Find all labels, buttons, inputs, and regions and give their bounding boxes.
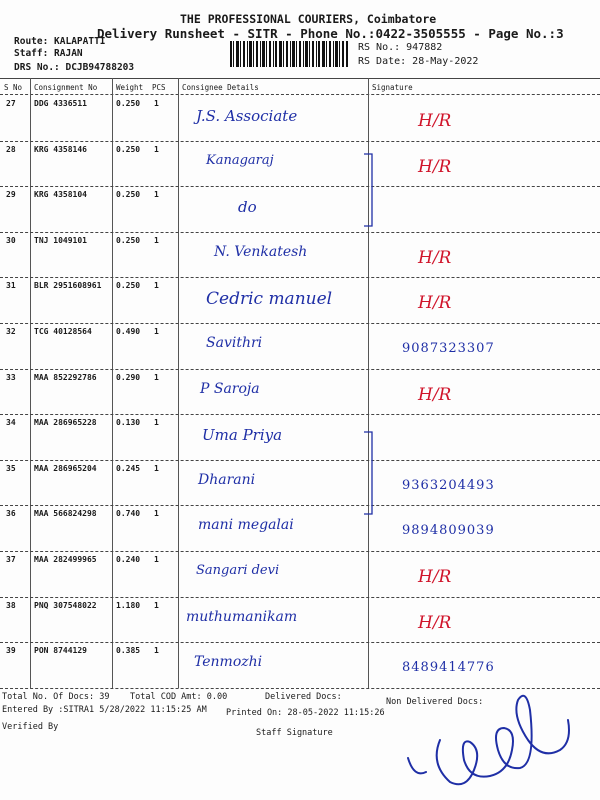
consignee-name: Kanagaraj [206,152,274,168]
entered-by: Entered By :SITRA1 5/28/2022 11:15:25 AM [2,705,207,715]
weight-value: 0.245 [116,463,141,473]
printed-on: Printed On: 28-05-2022 11:15:26 [226,708,385,718]
consignment-number: PON 8744129 [34,646,87,656]
weight-value: 1.180 [116,600,141,610]
consignment-number: DDG 4336511 [34,99,87,108]
signature-phone: 9894809039 [402,523,495,539]
row-divider [0,141,600,142]
delivered-docs: Delivered Docs: [265,692,342,702]
non-delivered-docs: Non Delivered Docs: [386,697,484,707]
serial-number: 32 [6,327,16,336]
col-header-consignment: Consignment No [34,83,98,92]
signature-mark: H/R [418,293,452,314]
pcs-count: 1 [154,646,159,656]
signature-phone: 9363204493 [402,477,495,493]
row-divider [0,460,600,461]
pcs-count: 1 [154,509,159,519]
row-divider [0,505,600,506]
pcs-count: 1 [154,327,159,336]
barcode-image [230,41,348,67]
consignee-name: mani megalai [198,517,294,534]
consignment-number: TNJ 1049101 [34,235,87,245]
pcs-count: 1 [154,235,159,245]
signature-mark: H/R [418,111,452,131]
weight-value: 0.290 [116,372,141,382]
pcs-count: 1 [154,418,159,428]
weight-value: 0.385 [116,646,141,656]
table-header-border [0,94,600,95]
serial-number: 31 [6,281,16,291]
serial-number: 27 [6,99,16,108]
consignment-number: MAA 282499965 [34,555,97,564]
total-cod: Total COD Amt: 0.00 [130,692,228,702]
rs-date: RS Date: 28-May-2022 [358,56,479,67]
serial-number: 37 [6,555,16,564]
weight-value: 0.740 [116,509,141,519]
consignment-number: PNQ 307548022 [34,600,97,610]
staff-signature-image [400,680,580,795]
pcs-count: 1 [154,144,159,154]
runsheet-title: Delivery Runsheet - SITR - Phone No.:0422-3505555 - Page No.:3 [97,26,564,41]
bracket-mark [360,428,380,518]
serial-number: 34 [6,418,16,428]
consignee-name: Uma Priya [202,426,283,445]
consignment-number: MAA 852292786 [34,372,97,382]
pcs-count: 1 [154,463,159,473]
consignee-name: Savithri [206,335,263,351]
consignee-name: Cedric manuel [206,289,333,310]
drs-number: DRS No.: DCJB94788203 [14,62,135,73]
table-top-border [0,78,600,79]
staff-signature-label: Staff Signature [256,728,333,738]
serial-number: 36 [6,509,16,519]
row-divider [0,369,600,370]
pcs-count: 1 [154,600,159,610]
col-header-sno: S No [4,83,23,92]
row-divider [0,323,600,324]
consignee-name: Sangari devi [196,563,280,578]
signature-mark: H/R [418,567,452,587]
bracket-mark [360,150,380,230]
weight-value: 0.130 [116,418,141,428]
route-label: Route: KALAPATTI [14,36,106,47]
pcs-count: 1 [154,281,159,291]
row-divider [0,186,600,187]
serial-number: 29 [6,190,16,200]
rs-number: RS No.: 947882 [358,42,443,53]
consignment-number: KRG 4358104 [34,190,87,200]
pcs-count: 1 [154,555,159,564]
consignee-name: P Saroja [200,380,260,397]
weight-value: 0.490 [116,327,141,336]
signature-phone: 8489414776 [402,660,495,676]
row-divider [0,232,600,233]
serial-number: 30 [6,235,16,245]
pcs-count: 1 [154,99,159,108]
staff-label: Staff: RAJAN [14,48,83,59]
row-divider [0,597,600,598]
signature-mark: H/R [418,384,452,405]
row-divider [0,642,600,643]
serial-number: 33 [6,372,16,382]
serial-number: 39 [6,646,16,656]
weight-value: 0.250 [116,235,141,245]
total-docs: Total No. Of Docs: 39 [2,692,110,702]
signature-mark: H/R [418,247,452,268]
row-divider [0,551,600,552]
consignee-name: Tenmozhi [194,654,263,671]
weight-value: 0.250 [116,144,141,154]
pcs-count: 1 [154,190,159,200]
weight-value: 0.250 [116,99,141,108]
signature-phone: 9087323307 [402,341,495,356]
consignment-number: BLR 2951608961 [34,281,102,291]
consignee-name: J.S. Associate [196,107,298,125]
weight-value: 0.250 [116,190,141,200]
consignment-number: MAA 286965228 [34,418,97,428]
serial-number: 38 [6,600,16,610]
consignee-name: do [238,198,257,217]
consignee-name: muthumanikam [186,608,298,625]
col-header-signature: Signature [372,83,413,92]
col-header-weight: Weight [116,83,144,92]
consignment-number: MAA 566824298 [34,509,97,519]
weight-value: 0.240 [116,555,141,564]
row-divider [0,414,600,415]
consignee-name: N. Venkatesh [214,243,308,260]
row-divider [0,277,600,278]
signature-mark: H/R [418,612,452,633]
serial-number: 28 [6,144,16,154]
verified-by: Verified By [2,722,59,732]
consignment-number: KRG 4358146 [34,144,87,154]
consignment-number: MAA 286965204 [34,463,97,473]
company-name: THE PROFESSIONAL COURIERS, Coimbatore [180,12,437,26]
pcs-count: 1 [154,372,159,382]
consignment-number: TCG 40128564 [34,327,92,336]
col-header-consignee: Consignee Details [182,83,259,92]
serial-number: 35 [6,463,16,473]
consignee-name: Dharani [198,471,256,488]
signature-mark: H/R [418,156,452,177]
col-header-pcs: PCS [152,83,166,92]
weight-value: 0.250 [116,281,141,291]
